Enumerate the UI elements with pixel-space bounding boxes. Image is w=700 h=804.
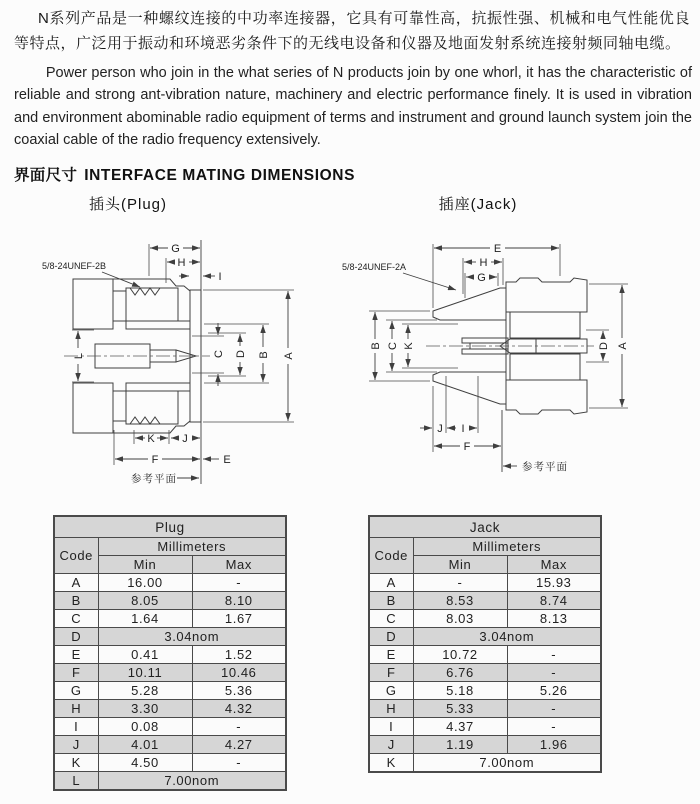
dim-min-cell: 4.37: [413, 718, 507, 736]
dim-value-cell: 3.04nom: [413, 628, 601, 646]
dim-min-cell: 5.18: [413, 682, 507, 700]
plug-caption: 插头(Plug): [88, 196, 167, 213]
dim-code-cell: I: [369, 718, 413, 736]
plug-dim-label-j: J: [182, 433, 188, 445]
dim-code-cell: K: [54, 754, 98, 772]
plug-min-header: Min: [98, 556, 192, 574]
plug-max-header: Max: [192, 556, 286, 574]
section-heading: [14, 163, 355, 185]
jack-dim-label-j: J: [437, 423, 443, 435]
dim-max-cell: 15.93: [507, 574, 601, 592]
jack-ref-plane-label: 参考平面: [522, 461, 568, 473]
table-row: [369, 628, 601, 646]
dim-min-cell: 0.08: [98, 718, 192, 736]
dim-max-cell: 1.96: [507, 736, 601, 754]
dim-min-cell: 5.33: [413, 700, 507, 718]
intro-paragraph-cn: N系列产品是一种螺纹连接的中功率连接器，它具有可靠性高，抗振性强、机械和电气性能优良等特点，广泛用于振动和环境恶劣条件下的无线电设备和仪器及地面发射系统连接射频同轴电缆。: [14, 10, 690, 52]
dim-code-cell: J: [369, 736, 413, 754]
jack-body-shapes: [426, 278, 594, 472]
dim-code-cell: F: [54, 664, 98, 682]
jack-table: [368, 515, 602, 773]
table-row: [54, 574, 286, 592]
dim-max-cell: 10.46: [192, 664, 286, 682]
plug-dim-label-l: L: [73, 352, 85, 360]
dim-max-cell: 8.74: [507, 592, 601, 610]
plug-dim-label-a: A: [283, 352, 295, 360]
dim-code-cell: H: [369, 700, 413, 718]
jack-table-title: Jack: [369, 516, 601, 538]
plug-unit-header: Millimeters: [98, 538, 286, 556]
dim-min-cell: 0.41: [98, 646, 192, 664]
dim-value-cell: 3.04nom: [98, 628, 286, 646]
plug-dim-label-b: B: [258, 351, 270, 359]
plug-dim-label-e: E: [223, 454, 231, 466]
dim-code-cell: A: [54, 574, 98, 592]
dim-max-cell: 4.27: [192, 736, 286, 754]
dim-max-cell: 4.32: [192, 700, 286, 718]
dim-code-cell: E: [54, 646, 98, 664]
dim-max-cell: -: [192, 574, 286, 592]
dim-value-cell: 7.00nom: [413, 754, 601, 773]
table-row: [369, 700, 601, 718]
table-row: [54, 592, 286, 610]
dim-max-cell: 1.67: [192, 610, 286, 628]
section-heading-cn: 界面尺寸: [14, 167, 78, 184]
dim-max-cell: -: [192, 754, 286, 772]
dim-code-cell: A: [369, 574, 413, 592]
table-row: [54, 700, 286, 718]
dim-min-cell: 5.28: [98, 682, 192, 700]
jack-dim-label-b: B: [370, 342, 382, 350]
table-row: [54, 754, 286, 772]
table-row: [54, 646, 286, 664]
table-row: [369, 646, 601, 664]
jack-dim-label-k: K: [403, 342, 415, 350]
dim-min-cell: 8.03: [413, 610, 507, 628]
dim-code-cell: E: [369, 646, 413, 664]
table-row: [369, 574, 601, 592]
plug-dim-label-k: K: [147, 433, 155, 445]
jack-dim-label-f: F: [463, 441, 471, 453]
jack-thread-label: 5/8-24UNEF-2A: [342, 262, 407, 272]
dim-max-cell: -: [507, 646, 601, 664]
table-row: [54, 772, 286, 791]
jack-dim-label-c: C: [387, 342, 399, 350]
dim-min-cell: 6.76: [413, 664, 507, 682]
plug-dim-label-f: F: [151, 454, 159, 466]
table-row: [369, 664, 601, 682]
dim-code-cell: G: [54, 682, 98, 700]
dim-max-cell: 8.13: [507, 610, 601, 628]
dim-value-cell: 7.00nom: [98, 772, 286, 791]
jack-dim-label-a: A: [617, 342, 629, 350]
dim-min-cell: 3.30: [98, 700, 192, 718]
plug-dim-label-g: G: [171, 243, 180, 255]
dim-max-cell: -: [507, 664, 601, 682]
table-row: [54, 628, 286, 646]
dim-min-cell: 4.01: [98, 736, 192, 754]
dim-code-cell: C: [369, 610, 413, 628]
plug-table-title: Plug: [54, 516, 286, 538]
dim-max-cell: 8.10: [192, 592, 286, 610]
dim-code-cell: D: [54, 628, 98, 646]
dim-code-cell: F: [369, 664, 413, 682]
table-row: [369, 592, 601, 610]
dim-max-cell: -: [507, 718, 601, 736]
dim-min-cell: 16.00: [98, 574, 192, 592]
table-row: [369, 754, 601, 773]
plug-dim-label-i: I: [218, 271, 222, 283]
table-row: [54, 736, 286, 754]
jack-dim-label-e: E: [493, 243, 502, 255]
dim-min-cell: -: [413, 574, 507, 592]
dim-min-cell: 10.11: [98, 664, 192, 682]
dim-max-cell: 1.52: [192, 646, 286, 664]
dim-code-cell: I: [54, 718, 98, 736]
dim-max-cell: -: [192, 718, 286, 736]
table-row: [369, 718, 601, 736]
dim-code-cell: J: [54, 736, 98, 754]
dim-max-cell: -: [507, 700, 601, 718]
table-row: [54, 664, 286, 682]
jack-dimensions: [342, 243, 629, 473]
dim-min-cell: 8.53: [413, 592, 507, 610]
dim-code-cell: G: [369, 682, 413, 700]
dim-min-cell: 8.05: [98, 592, 192, 610]
section-heading-en: INTERFACE MATING DIMENSIONS: [84, 167, 356, 184]
dim-code-cell: K: [369, 754, 413, 773]
dim-code-cell: D: [369, 628, 413, 646]
plug-table: [53, 515, 287, 791]
plug-drawing: [18, 226, 348, 498]
table-row: [54, 718, 286, 736]
jack-code-header: Code: [369, 538, 413, 574]
jack-dim-label-i: I: [461, 423, 465, 435]
dim-max-cell: 5.26: [507, 682, 601, 700]
plug-dim-label-h: H: [177, 257, 186, 269]
table-row: [54, 682, 286, 700]
dim-code-cell: H: [54, 700, 98, 718]
jack-dim-label-h: H: [479, 257, 488, 269]
table-row: [54, 610, 286, 628]
table-row: [369, 610, 601, 628]
dim-code-cell: B: [54, 592, 98, 610]
dim-min-cell: 1.19: [413, 736, 507, 754]
jack-caption: 插座(Jack): [438, 196, 518, 213]
table-row: [369, 736, 601, 754]
plug-code-header: Code: [54, 538, 98, 574]
jack-min-header: Min: [413, 556, 507, 574]
table-row: [369, 682, 601, 700]
dim-max-cell: 5.36: [192, 682, 286, 700]
plug-body-shapes: [64, 240, 210, 484]
jack-dim-label-g: G: [477, 272, 486, 284]
jack-drawing: [340, 226, 680, 498]
jack-dim-label-d: D: [598, 342, 610, 350]
dim-code-cell: L: [54, 772, 98, 791]
dim-min-cell: 1.64: [98, 610, 192, 628]
plug-thread-label: 5/8-24UNEF-2B: [42, 261, 107, 271]
dim-min-cell: 10.72: [413, 646, 507, 664]
dim-code-cell: C: [54, 610, 98, 628]
intro-paragraph-en: Power person who join in the what series of N products join by one whorl, it has the characteristic of reliable and strong ant-vibration nature, machinery and electric performance finely. It is used in vibration and environment abominable radio equipment of terms and instrument and ground launch system join the coaxial cable of the radio frequency extensively.: [14, 65, 692, 149]
dim-code-cell: B: [369, 592, 413, 610]
plug-ref-plane-label: 参考平面: [131, 473, 177, 485]
dim-min-cell: 4.50: [98, 754, 192, 772]
jack-unit-header: Millimeters: [413, 538, 601, 556]
plug-dim-label-c: C: [213, 350, 225, 358]
jack-max-header: Max: [507, 556, 601, 574]
plug-dim-label-d: D: [235, 350, 247, 358]
